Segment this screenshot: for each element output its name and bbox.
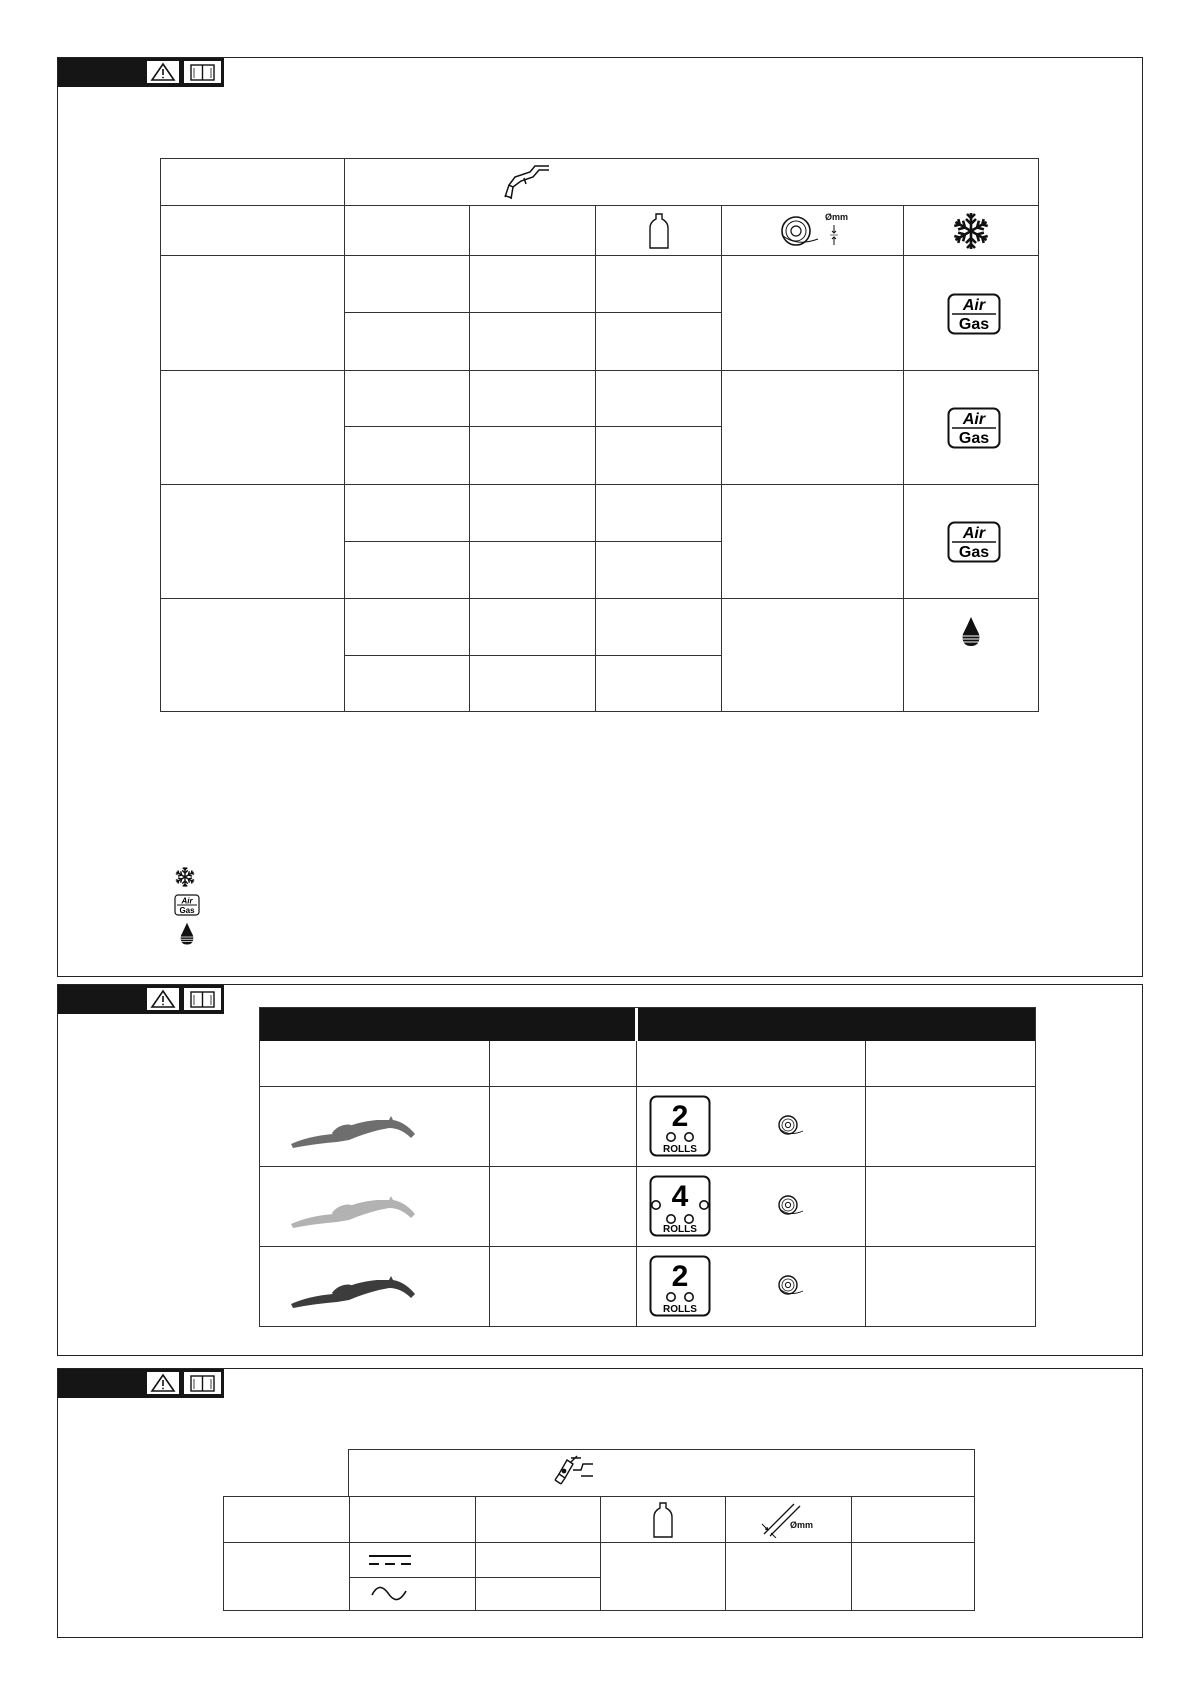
tig-torch-table <box>223 1496 975 1611</box>
mig-torch-image <box>289 1106 419 1150</box>
wire-spool-icon <box>778 211 852 251</box>
mig-torch-section <box>57 57 1143 977</box>
electrode-icon <box>760 1502 820 1538</box>
legend-air-label: Air <box>181 896 193 906</box>
rolls-label: ROLLS <box>663 1144 697 1155</box>
manual-icon <box>184 1372 221 1394</box>
air-label: Air <box>962 525 986 542</box>
manual-icon <box>184 61 221 83</box>
warning-icon <box>147 988 179 1010</box>
liquid-drop-icon <box>961 616 981 648</box>
legend-liquid-drop-icon <box>179 922 195 946</box>
cooling-snowflake-icon <box>951 211 991 251</box>
dc-current-icon <box>368 1552 412 1568</box>
section-header-tab <box>58 58 224 87</box>
air-gas-badge <box>947 521 1001 563</box>
electrode-diameter-label: Ømm <box>790 1520 814 1530</box>
wire-spool-icon <box>777 1193 807 1219</box>
manual-icon <box>184 988 221 1010</box>
table-header-bar-left <box>260 1008 635 1041</box>
mig-torch-icon <box>503 163 555 201</box>
wire-diameter-label: Ømm <box>825 212 849 222</box>
mig-torch-image <box>289 1266 419 1310</box>
air-label: Air <box>962 297 986 314</box>
roll-count: 2 <box>671 1100 689 1133</box>
tig-torch-icon <box>553 1454 597 1494</box>
rolls-badge <box>649 1095 711 1157</box>
table-header-bar-right <box>638 1008 1035 1041</box>
legend-air-gas-icon <box>174 894 200 916</box>
wire-spool-icon <box>777 1113 807 1139</box>
gas-label: Gas <box>958 430 990 447</box>
legend-snowflake-icon <box>174 866 196 888</box>
tig-table-top <box>348 1449 975 1496</box>
rolls-label: ROLLS <box>663 1224 697 1235</box>
section-header-tab <box>58 985 224 1014</box>
roll-count: 4 <box>671 1180 689 1213</box>
warning-icon <box>147 1372 179 1394</box>
warning-icon <box>147 61 179 83</box>
gas-cylinder-icon <box>652 1502 674 1538</box>
wire-spool-icon <box>777 1273 807 1299</box>
gas-label: Gas <box>958 316 990 333</box>
mig-torch-table <box>160 158 1039 712</box>
gas-label: Gas <box>958 544 990 561</box>
mig-torch-image <box>289 1186 419 1230</box>
section-header-tab <box>58 1369 224 1398</box>
rolls-badge <box>649 1175 711 1237</box>
roll-count: 2 <box>671 1260 689 1293</box>
rolls-badge <box>649 1255 711 1317</box>
air-gas-badge <box>947 407 1001 449</box>
ac-current-icon <box>370 1583 410 1605</box>
tig-torch-section <box>57 1368 1143 1638</box>
rolls-label: ROLLS <box>663 1304 697 1315</box>
torch-rolls-section <box>57 984 1143 1356</box>
legend-gas-label: Gas <box>179 906 195 915</box>
air-label: Air <box>962 411 986 428</box>
air-gas-badge <box>947 293 1001 335</box>
gas-cylinder-icon <box>648 213 670 249</box>
